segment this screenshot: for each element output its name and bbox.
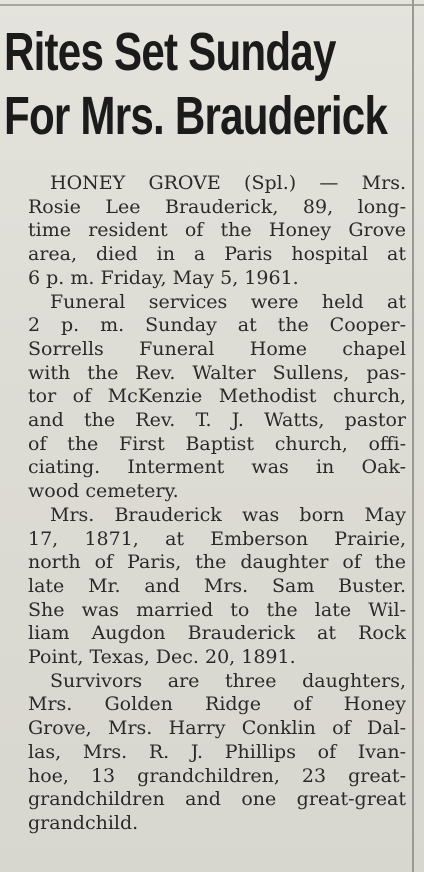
- headline-line-2: For Mrs. Brauderick: [4, 86, 388, 146]
- article-line: area, died in a Paris hospital at: [28, 243, 406, 266]
- article-line: Funeral services were held at: [50, 290, 406, 313]
- article-line: 2 p. m. Sunday at the Cooper-: [28, 314, 406, 337]
- article-line: late Mr. and Mrs. Sam Buster.: [28, 574, 406, 597]
- article-line: ciating. Interment was in Oak-: [28, 456, 406, 479]
- article-line: time resident of the Honey Grove: [28, 219, 406, 242]
- article-line: las, Mrs. R. J. Phillips of Ivan-: [28, 740, 406, 763]
- article-line: grandchild.: [28, 811, 139, 834]
- article-line: Mrs. Golden Ridge of Honey: [28, 693, 406, 716]
- headline: [4, 20, 388, 148]
- article-line: grandchildren and one great-great: [28, 788, 406, 811]
- top-column-rule: [0, 4, 424, 6]
- article-line: 6 p. m. Friday, May 5, 1961.: [28, 266, 299, 289]
- article-line: liam Augdon Brauderick at Rock: [28, 622, 406, 645]
- article-line: Sorrells Funeral Home chapel: [28, 337, 406, 360]
- right-column-rule: [412, 0, 414, 872]
- article-line: tor of McKenzie Methodist church,: [28, 385, 406, 408]
- article-line: HONEY GROVE (Spl.) — Mrs.: [50, 172, 406, 194]
- headline-line-1: Rites Set Sunday: [4, 22, 336, 82]
- article-paragraph: [6, 172, 406, 291]
- article-line: and the Rev. T. J. Watts, pastor: [28, 409, 406, 432]
- article-line: Rosie Lee Brauderick, 89, long-: [28, 195, 406, 218]
- article-line: hoe, 13 grandchildren, 23 great-: [28, 764, 406, 787]
- article-line: 17, 1871, at Emberson Prairie,: [28, 527, 406, 550]
- article-paragraph: [6, 504, 406, 670]
- article-line: She was married to the late Wil-: [28, 598, 406, 621]
- article-body: [6, 172, 406, 836]
- article-paragraph: [6, 291, 406, 504]
- article-line: Mrs. Brauderick was born May: [50, 503, 406, 526]
- article-line: Grove, Mrs. Harry Conklin of Dal-: [28, 717, 406, 740]
- article-line: north of Paris, the daughter of the: [28, 551, 406, 574]
- article-line: Survivors are three daughters,: [50, 669, 406, 692]
- article-line: with the Rev. Walter Sullens, pas-: [28, 361, 406, 384]
- article-line: of the First Baptist church, offi-: [28, 432, 406, 455]
- article-line: Point, Texas, Dec. 20, 1891.: [28, 646, 296, 669]
- article-paragraph: [6, 670, 406, 836]
- article-line: wood cemetery.: [28, 480, 179, 503]
